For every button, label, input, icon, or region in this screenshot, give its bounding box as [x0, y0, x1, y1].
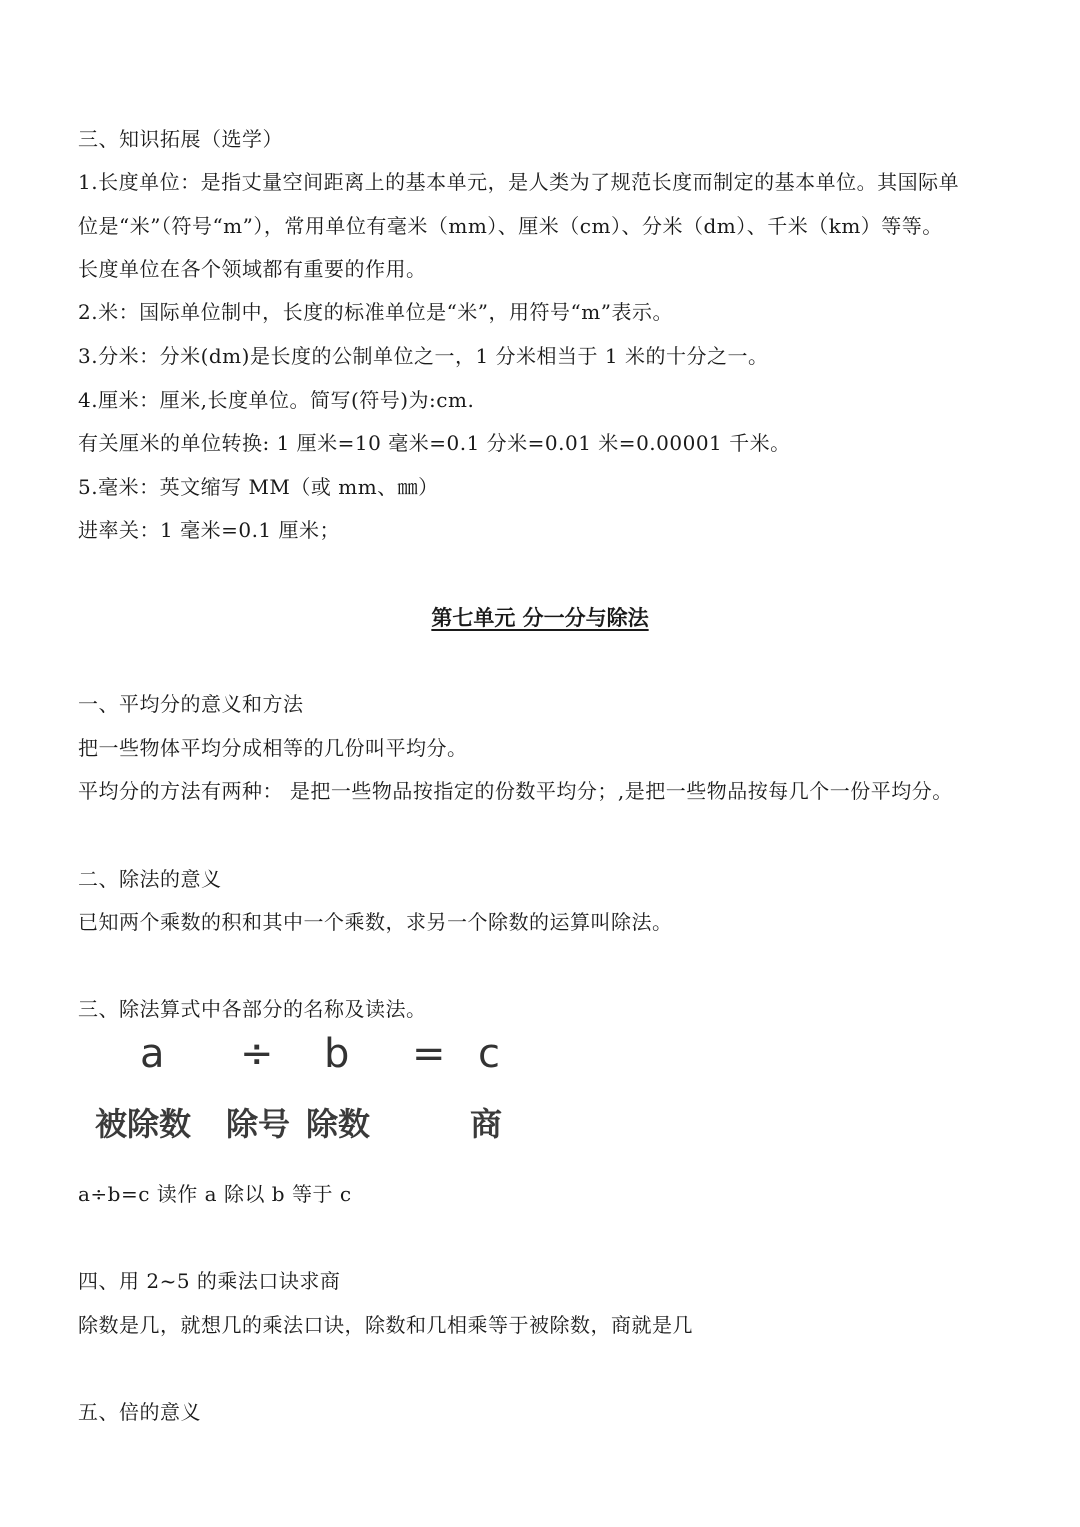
u7-s2-line1: 已知两个乘数的积和其中一个乘数，求另一个除数的运算叫除法。: [78, 910, 673, 934]
cm-conversion: 有关厘米的单位转换: 1 厘米=10 毫米=0.1 分米=0.01 米=0.00001 千米。: [78, 431, 791, 455]
item5: 5.毫米：英文缩写 MM（或 mm、㎜）: [78, 475, 439, 499]
formula-c: c: [478, 1031, 500, 1077]
mm-rate: 进率关：1 毫米=0.1 厘米；: [78, 518, 341, 542]
formula-a: a: [140, 1031, 165, 1077]
item4: 4.厘米：厘米,长度单位。简写(符号)为:cm.: [78, 388, 475, 412]
u7-s1-line1: 把一些物体平均分成相等的几份叫平均分。: [78, 736, 468, 760]
formula-equals: =: [412, 1031, 446, 1077]
formula-divide-sign: ÷: [240, 1031, 274, 1077]
item1-line2: 位是“米”（符号“m”），常用单位有毫米（mm）、厘米（cm）、分米（dm）、千米（km）等等。: [78, 214, 943, 238]
unit7-title: 第七单元 分一分与除法: [431, 605, 649, 630]
u7-s1-heading: 一、平均分的意义和方法: [78, 692, 304, 716]
u7-s2-heading: 二、除法的意义: [78, 867, 222, 891]
section3-heading: 三、知识拓展（选学）: [78, 127, 283, 151]
u7-s5-heading: 五、倍的意义: [78, 1400, 201, 1424]
label-divisor: 除数: [306, 1105, 371, 1143]
label-divide-sign: 除号: [226, 1105, 291, 1143]
u7-s3-heading: 三、除法算式中各部分的名称及读法。: [78, 997, 427, 1021]
formula-b: b: [324, 1031, 350, 1077]
item3: 3.分米：分米(dm)是长度的公制单位之一，1 分米相当于 1 米的十分之一。: [78, 344, 769, 368]
item1-line1: 1.长度单位：是指丈量空间距离上的基本单元，是人类为了规范长度而制定的基本单位。其国际单: [78, 170, 960, 194]
u7-s4-line1: 除数是几，就想几的乘法口诀，除数和几相乘等于被除数，商就是几: [78, 1313, 693, 1337]
label-dividend: 被除数: [95, 1105, 192, 1143]
item1-line3: 长度单位在各个领域都有重要的作用。: [78, 257, 427, 281]
u7-s4-heading: 四、用 2~5 的乘法口诀求商: [78, 1269, 341, 1293]
u7-s1-line2: 平均分的方法有两种： 是把一些物品按指定的份数平均分；,是把一些物品按每几个一份平均分。: [78, 779, 953, 803]
item2: 2.米：国际单位制中，长度的标准单位是“米”，用符号“m”表示。: [78, 300, 673, 324]
label-quotient: 商: [470, 1105, 503, 1143]
u7-s3-reading: a÷b=c 读作 a 除以 b 等于 c: [78, 1182, 352, 1206]
